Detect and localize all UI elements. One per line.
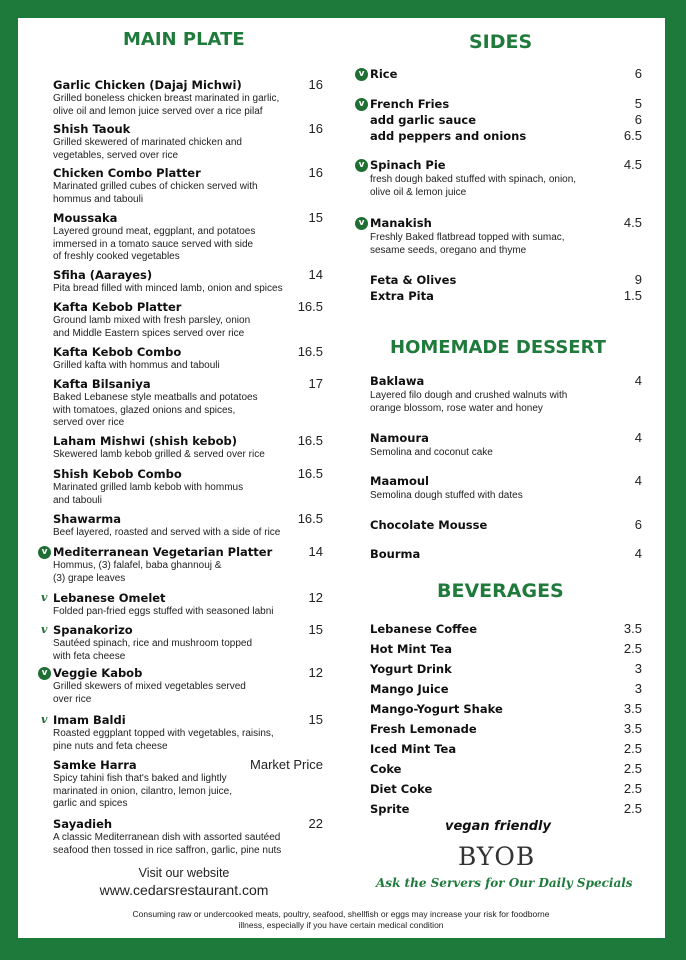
menu-item-name: Sayadieh	[53, 817, 113, 831]
dessert-name: Namoura	[370, 431, 429, 445]
menu-item	[53, 666, 323, 706]
menu-item-price: 17	[308, 376, 323, 391]
beverage-price: 3	[634, 661, 642, 676]
menu-item-desc: Grilled kafta with hommus and tabouli	[53, 360, 220, 371]
beverage-name: Hot Mint Tea	[370, 642, 452, 656]
vegan-friendly-note: vegan friendly	[445, 819, 551, 834]
beverages-heading: BEVERAGES	[437, 580, 564, 602]
menu-item-desc: Hommus, (3) falafel, baba ghannouj & (3) grape leaves	[53, 560, 222, 584]
website-url[interactable]: www.cedarsrestaurant.com	[99, 882, 269, 898]
side-name: Feta & Olives	[370, 273, 457, 287]
menu-item-price: 16	[308, 165, 323, 180]
menu-item-price: 12	[308, 665, 323, 680]
menu-item-price: 15	[308, 210, 323, 225]
menu-item-desc: Pita bread filled with minced lamb, onion and spices	[53, 283, 283, 294]
dessert-desc: Semolina dough stuffed with dates	[370, 490, 523, 501]
side-name: French Fries	[370, 97, 450, 111]
vegan-badge-icon: v	[355, 159, 368, 172]
dessert-price: 4	[634, 430, 642, 445]
menu-item-price: 15	[308, 712, 323, 727]
menu-item-desc: Sautéed spinach, rice and mushroom topped with feta cheese	[53, 638, 253, 662]
menu-item-desc: Spicy tahini fish that's baked and lightly marinated in onion, cilantro, lemon juice, garlic and spices	[53, 773, 232, 809]
menu-item-desc: Layered ground meat, eggplant, and potatoes immersed in a tomato sauce served with side of freshly cooked vegetables	[53, 226, 256, 262]
beverage-item	[370, 682, 642, 700]
menu-item-desc: Skewered lamb kebob grilled & served over rice	[53, 449, 265, 460]
menu-item-desc: Marinated grilled lamb kebob with hommus and tabouli	[53, 482, 244, 506]
dessert-item	[370, 431, 642, 471]
beverage-item	[370, 662, 642, 680]
menu-item-name: Mediterranean Vegetarian Platter	[53, 545, 273, 559]
dessert-name: Baklawa	[370, 374, 425, 388]
menu-item-name: Garlic Chicken (Dajaj Michwi)	[53, 78, 242, 92]
menu-item-name: Samke Harra	[53, 758, 137, 772]
menu-item	[53, 300, 323, 340]
dessert-name: Maamoul	[370, 474, 429, 488]
side-rice	[370, 67, 642, 83]
side-price: 9	[634, 272, 642, 287]
side-name: Rice	[370, 67, 398, 81]
side-french-fries	[370, 97, 642, 145]
menu-item-price: 12	[308, 590, 323, 605]
side-addon: add peppers and onions	[370, 129, 527, 143]
menu-item-name: Chicken Combo Platter	[53, 166, 201, 180]
beverage-price: 2.5	[623, 781, 642, 796]
dessert-item	[370, 374, 642, 414]
menu-item-desc: Grilled boneless chicken breast marinated in garlic, olive oil and lemon juice served over a rice pilaf	[53, 93, 280, 117]
menu-item-price: 16.5	[297, 511, 323, 526]
menu-item	[53, 268, 323, 296]
menu-item	[53, 377, 323, 430]
beverage-item	[370, 702, 642, 720]
side-desc: Freshly Baked flatbread topped with sumac, sesame seeds, oregano and thyme	[370, 232, 565, 256]
beverage-price: 3.5	[623, 621, 642, 636]
menu-item	[53, 467, 323, 507]
beverage-price: 2.5	[623, 761, 642, 776]
beverage-price: 3.5	[623, 721, 642, 736]
dessert-name: Bourma	[370, 547, 421, 561]
menu-item	[53, 434, 323, 462]
menu-item-name: Lebanese Omelet	[53, 591, 166, 605]
side-name: Spinach Pie	[370, 158, 446, 172]
menu-item	[53, 211, 323, 264]
menu-item-price: 16	[308, 77, 323, 92]
beverage-item	[370, 802, 642, 820]
vegan-v-icon: v	[41, 713, 48, 726]
side-addon-price: 6	[634, 112, 642, 127]
menu-item-price: 22	[308, 816, 323, 831]
side-name: Extra Pita	[370, 289, 434, 303]
menu-item	[53, 713, 323, 753]
menu-item-desc: Beef layered, roasted and served with a side of rice	[53, 527, 281, 538]
menu-item	[53, 345, 323, 373]
byob-text: BYOB	[458, 842, 536, 871]
menu-item	[53, 122, 323, 162]
menu-item-price: 16.5	[297, 466, 323, 481]
beverage-item	[370, 782, 642, 800]
menu-item	[53, 623, 323, 663]
dessert-price: 4	[634, 473, 642, 488]
vegan-badge-icon: v	[355, 68, 368, 81]
menu-item-desc: Ground lamb mixed with fresh parsley, onion and Middle Eastern spices served over rice	[53, 315, 251, 339]
menu-item-price: 15	[308, 622, 323, 637]
side-extra-pita	[370, 289, 642, 305]
menu-item-price: 16.5	[297, 344, 323, 359]
beverage-item	[370, 622, 642, 640]
side-price: 4.5	[623, 157, 642, 172]
vegan-v-icon: v	[41, 623, 48, 636]
beverage-item	[370, 642, 642, 660]
menu-item	[53, 512, 323, 540]
daily-specials-note: Ask the Servers for Our Daily Specials	[376, 876, 633, 890]
beverage-item	[370, 762, 642, 780]
side-name: Manakish	[370, 216, 432, 230]
menu-item-name: Moussaka	[53, 211, 118, 225]
menu-item-name: Spanakorizo	[53, 623, 133, 637]
menu-item-name: Veggie Kabob	[53, 666, 143, 680]
menu-item	[53, 817, 323, 857]
beverage-item	[370, 722, 642, 740]
beverage-name: Diet Coke	[370, 782, 433, 796]
side-spinach-pie	[370, 158, 642, 202]
beverage-name: Coke	[370, 762, 402, 776]
side-price: 1.5	[623, 288, 642, 303]
side-desc: fresh dough baked stuffed with spinach, onion, olive oil & lemon juice	[370, 174, 577, 198]
main-plate-heading: MAIN PLATE	[123, 29, 245, 50]
side-price: 6	[634, 66, 642, 81]
menu-item	[53, 78, 323, 118]
side-manakish	[370, 216, 642, 260]
menu-item-price: 16	[308, 121, 323, 136]
menu-item	[53, 166, 323, 206]
side-price: 5	[634, 96, 642, 111]
vegan-v-icon: v	[41, 591, 48, 604]
dessert-name: Chocolate Mousse	[370, 518, 488, 532]
menu-item-desc: Marinated grilled cubes of chicken served with hommus and tabouli	[53, 181, 258, 205]
menu-item-name: Shish Taouk	[53, 122, 131, 136]
side-feta-olives	[370, 273, 642, 289]
beverage-price: 2.5	[623, 641, 642, 656]
dessert-desc: Semolina and coconut cake	[370, 447, 493, 458]
menu-item	[53, 545, 323, 585]
beverage-name: Yogurt Drink	[370, 662, 452, 676]
sides-heading: SIDES	[469, 31, 533, 53]
menu-item-name: Imam Baldi	[53, 713, 126, 727]
side-addon-price: 6.5	[623, 128, 642, 143]
beverage-price: 3	[634, 681, 642, 696]
beverage-name: Lebanese Coffee	[370, 622, 478, 636]
side-addon: add garlic sauce	[370, 113, 477, 127]
vegan-badge-icon: v	[355, 217, 368, 230]
menu-item-price: 16.5	[297, 433, 323, 448]
menu-item-name: Shawarma	[53, 512, 122, 526]
website-label: Visit our website	[138, 866, 230, 880]
menu-item-desc: Baked Lebanese style meatballs and potatoes with tomatoes, glazed onions and spices, served over rice	[53, 392, 258, 428]
beverage-name: Mango-Yogurt Shake	[370, 702, 503, 716]
beverage-price: 2.5	[623, 741, 642, 756]
beverage-price: 3.5	[623, 701, 642, 716]
dessert-price: 6	[634, 517, 642, 532]
menu-item-price: 14	[308, 544, 323, 559]
menu-item-name: Sfiha (Aarayes)	[53, 268, 153, 282]
website-block	[60, 865, 308, 899]
dessert-desc: Layered filo dough and crushed walnuts with orange blossom, rose water and honey	[370, 390, 568, 414]
dessert-heading: HOMEMADE DESSERT	[390, 337, 606, 358]
food-safety-disclaimer: Consuming raw or undercooked meats, poultry, seafood, shellfish or eggs may increase your risk for foodborne illness, especially if you have certain medical condition	[132, 909, 550, 930]
vegan-badge-icon: v	[355, 98, 368, 111]
vegan-badge-icon: v	[38, 546, 51, 559]
menu-item-price: 16.5	[297, 299, 323, 314]
dessert-price: 4	[634, 546, 642, 561]
menu-item-desc: Grilled skewered of marinated chicken and vegetables, served over rice	[53, 137, 242, 161]
beverage-name: Mango Juice	[370, 682, 449, 696]
menu-item-name: Kafta Kebob Platter	[53, 300, 182, 314]
menu-item-desc: Grilled skewers of mixed vegetables served over rice	[53, 681, 246, 705]
dessert-item	[370, 474, 642, 514]
beverage-name: Fresh Lemonade	[370, 722, 477, 736]
menu-item-name: Shish Kebob Combo	[53, 467, 182, 481]
menu-item	[53, 758, 323, 811]
menu-item-name: Laham Mishwi (shish kebob)	[53, 434, 238, 448]
menu-item-name: Kafta Bilsaniya	[53, 377, 151, 391]
menu-item-price: 14	[308, 267, 323, 282]
menu-item-name: Kafta Kebob Combo	[53, 345, 182, 359]
menu-item-desc: Folded pan-fried eggs stuffed with seasoned labni	[53, 606, 274, 617]
dessert-price: 4	[634, 373, 642, 388]
beverage-name: Sprite	[370, 802, 410, 816]
menu-item-desc: Roasted eggplant topped with vegetables, raisins, pine nuts and feta cheese	[53, 728, 274, 752]
beverage-name: Iced Mint Tea	[370, 742, 457, 756]
vegan-badge-icon: v	[38, 667, 51, 680]
side-price: 4.5	[623, 215, 642, 230]
menu-item	[53, 591, 323, 619]
menu-item-desc: A classic Mediterranean dish with assorted sautéed seafood then tossed in rice saffron, garlic, pine nuts	[53, 832, 282, 856]
beverage-price: 2.5	[623, 801, 642, 816]
beverage-item	[370, 742, 642, 760]
menu-item-price: Market Price	[250, 757, 323, 772]
